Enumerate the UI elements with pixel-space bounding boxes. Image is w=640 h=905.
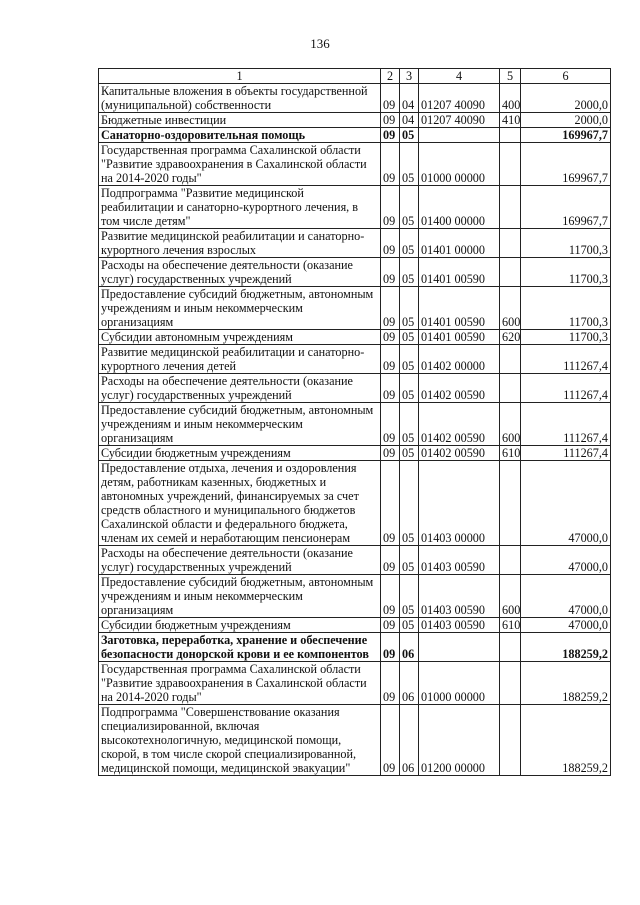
- table-row: [99, 186, 611, 229]
- row-name-cell: Субсидии бюджетным учреждениям: [99, 618, 381, 633]
- row-section-cell: 09: [381, 546, 400, 575]
- row-name-cell: Предоставление субсидий бюджетным, автономным учреждениям и иным некоммерческим организациям: [99, 287, 381, 330]
- table-row: [99, 461, 611, 546]
- row-subsection-cell: 05: [400, 128, 419, 143]
- row-name-cell: Государственная программа Сахалинской области "Развитие здравоохранения в Сахалинской области на 2014-2020 годы": [99, 143, 381, 186]
- row-name-cell: Расходы на обеспечение деятельности (оказание услуг) государственных учреждений: [99, 374, 381, 403]
- row-section-cell: 09: [381, 461, 400, 546]
- row-section-cell: 09: [381, 229, 400, 258]
- table-row: [99, 633, 611, 662]
- table-row: [99, 546, 611, 575]
- row-section-cell: 09: [381, 128, 400, 143]
- row-subsection-cell: 06: [400, 633, 419, 662]
- row-section-cell: 09: [381, 705, 400, 776]
- row-target-article-cell: 01403 00590: [419, 575, 500, 618]
- row-expense-type-cell: [500, 374, 521, 403]
- row-amount-cell: 47000,0: [521, 575, 611, 618]
- row-subsection-cell: 05: [400, 618, 419, 633]
- table-row: [99, 403, 611, 446]
- row-section-cell: 09: [381, 446, 400, 461]
- column-header: 1: [99, 69, 381, 84]
- row-subsection-cell: 05: [400, 461, 419, 546]
- row-subsection-cell: 04: [400, 113, 419, 128]
- row-target-article-cell: 01401 00590: [419, 330, 500, 345]
- row-section-cell: 09: [381, 186, 400, 229]
- row-subsection-cell: 05: [400, 143, 419, 186]
- row-target-article-cell: 01207 40090: [419, 113, 500, 128]
- table-row: [99, 84, 611, 113]
- row-expense-type-cell: 400: [500, 84, 521, 113]
- row-expense-type-cell: [500, 705, 521, 776]
- row-target-article-cell: 01403 00000: [419, 461, 500, 546]
- row-name-cell: Развитие медицинской реабилитации и санаторно-курортного лечения детей: [99, 345, 381, 374]
- table-row: [99, 705, 611, 776]
- row-expense-type-cell: [500, 633, 521, 662]
- row-section-cell: 09: [381, 84, 400, 113]
- row-name-cell: Расходы на обеспечение деятельности (оказание услуг) государственных учреждений: [99, 258, 381, 287]
- row-section-cell: 09: [381, 403, 400, 446]
- row-section-cell: 09: [381, 330, 400, 345]
- column-header: 2: [381, 69, 400, 84]
- row-name-cell: Государственная программа Сахалинской области "Развитие здравоохранения в Сахалинской области на 2014-2020 годы": [99, 662, 381, 705]
- row-amount-cell: 169967,7: [521, 128, 611, 143]
- row-target-article-cell: [419, 633, 500, 662]
- row-amount-cell: 11700,3: [521, 330, 611, 345]
- row-amount-cell: 111267,4: [521, 374, 611, 403]
- row-target-article-cell: 01401 00590: [419, 258, 500, 287]
- row-section-cell: 09: [381, 633, 400, 662]
- table-row: [99, 446, 611, 461]
- row-section-cell: 09: [381, 143, 400, 186]
- row-expense-type-cell: [500, 128, 521, 143]
- column-header: 6: [521, 69, 611, 84]
- row-subsection-cell: 05: [400, 186, 419, 229]
- row-amount-cell: 188259,2: [521, 705, 611, 776]
- row-target-article-cell: 01403 00590: [419, 546, 500, 575]
- row-name-cell: Предоставление субсидий бюджетным, автономным учреждениям и иным некоммерческим организациям: [99, 403, 381, 446]
- row-section-cell: 09: [381, 662, 400, 705]
- row-section-cell: 09: [381, 618, 400, 633]
- row-amount-cell: 11700,3: [521, 229, 611, 258]
- row-subsection-cell: 05: [400, 546, 419, 575]
- row-name-cell: Субсидии бюджетным учреждениям: [99, 446, 381, 461]
- page-number: 136: [310, 36, 330, 51]
- row-section-cell: 09: [381, 113, 400, 128]
- row-name-cell: Санаторно-оздоровительная помощь: [99, 128, 381, 143]
- table-row: [99, 345, 611, 374]
- row-section-cell: 09: [381, 374, 400, 403]
- row-target-article-cell: [419, 128, 500, 143]
- row-name-cell: Расходы на обеспечение деятельности (оказание услуг) государственных учреждений: [99, 546, 381, 575]
- row-expense-type-cell: 600: [500, 287, 521, 330]
- row-target-article-cell: 01402 00000: [419, 345, 500, 374]
- row-name-cell: Предоставление отдыха, лечения и оздоровления детям, работникам казенных, бюджетных и автономных учреждений, финансируемых за счет средств областного и муниципального бюджетов Сахалинской области и федерального бюджета, членам их семей и неработающим пенсионерам: [99, 461, 381, 546]
- row-expense-type-cell: [500, 258, 521, 287]
- row-target-article-cell: 01402 00590: [419, 403, 500, 446]
- row-amount-cell: 11700,3: [521, 287, 611, 330]
- row-expense-type-cell: 600: [500, 575, 521, 618]
- row-subsection-cell: 05: [400, 229, 419, 258]
- row-subsection-cell: 05: [400, 330, 419, 345]
- row-subsection-cell: 05: [400, 575, 419, 618]
- row-expense-type-cell: [500, 546, 521, 575]
- row-section-cell: 09: [381, 575, 400, 618]
- row-expense-type-cell: [500, 186, 521, 229]
- row-section-cell: 09: [381, 345, 400, 374]
- row-subsection-cell: 05: [400, 403, 419, 446]
- row-section-cell: 09: [381, 287, 400, 330]
- row-name-cell: Развитие медицинской реабилитации и санаторно-курортного лечения взрослых: [99, 229, 381, 258]
- row-subsection-cell: 05: [400, 345, 419, 374]
- row-target-article-cell: 01000 00000: [419, 143, 500, 186]
- row-target-article-cell: 01401 00590: [419, 287, 500, 330]
- row-amount-cell: 111267,4: [521, 446, 611, 461]
- row-name-cell: Подпрограмма "Развитие медицинской реабилитации и санаторно-курортного лечения, в том числе детям": [99, 186, 381, 229]
- table-row: [99, 229, 611, 258]
- table-row: [99, 575, 611, 618]
- budget-table: [98, 68, 611, 776]
- row-amount-cell: 47000,0: [521, 546, 611, 575]
- row-target-article-cell: 01403 00590: [419, 618, 500, 633]
- row-expense-type-cell: 410: [500, 113, 521, 128]
- row-expense-type-cell: [500, 662, 521, 705]
- row-amount-cell: 47000,0: [521, 461, 611, 546]
- table-header-row: [99, 69, 611, 84]
- row-amount-cell: 2000,0: [521, 84, 611, 113]
- table-body: [99, 84, 611, 776]
- row-amount-cell: 169967,7: [521, 143, 611, 186]
- row-expense-type-cell: [500, 229, 521, 258]
- row-amount-cell: 2000,0: [521, 113, 611, 128]
- row-subsection-cell: 05: [400, 374, 419, 403]
- row-target-article-cell: 01401 00000: [419, 229, 500, 258]
- column-header: 5: [500, 69, 521, 84]
- row-amount-cell: 47000,0: [521, 618, 611, 633]
- row-amount-cell: 111267,4: [521, 403, 611, 446]
- row-target-article-cell: 01207 40090: [419, 84, 500, 113]
- row-subsection-cell: 06: [400, 662, 419, 705]
- row-target-article-cell: 01400 00000: [419, 186, 500, 229]
- row-amount-cell: 188259,2: [521, 633, 611, 662]
- row-section-cell: 09: [381, 258, 400, 287]
- row-subsection-cell: 05: [400, 446, 419, 461]
- row-amount-cell: 111267,4: [521, 345, 611, 374]
- row-name-cell: Субсидии автономным учреждениям: [99, 330, 381, 345]
- row-expense-type-cell: 610: [500, 446, 521, 461]
- row-target-article-cell: 01200 00000: [419, 705, 500, 776]
- row-amount-cell: 11700,3: [521, 258, 611, 287]
- row-expense-type-cell: [500, 143, 521, 186]
- row-subsection-cell: 05: [400, 287, 419, 330]
- row-name-cell: Заготовка, переработка, хранение и обеспечение безопасности донорской крови и ее компонентов: [99, 633, 381, 662]
- row-expense-type-cell: [500, 345, 521, 374]
- row-amount-cell: 188259,2: [521, 662, 611, 705]
- row-expense-type-cell: 610: [500, 618, 521, 633]
- table-row: [99, 128, 611, 143]
- row-name-cell: Бюджетные инвестиции: [99, 113, 381, 128]
- table-row: [99, 113, 611, 128]
- table-row: [99, 662, 611, 705]
- table-row: [99, 618, 611, 633]
- table-row: [99, 374, 611, 403]
- row-target-article-cell: 01402 00590: [419, 374, 500, 403]
- row-subsection-cell: 05: [400, 258, 419, 287]
- row-name-cell: Капитальные вложения в объекты государственной (муниципальной) собственности: [99, 84, 381, 113]
- row-subsection-cell: 04: [400, 84, 419, 113]
- row-name-cell: Подпрограмма "Совершенствование оказания специализированной, включая высокотехнологичную, медицинской помощи, скорой, в том числе скорой специализированной, медицинской помощи, медицинской эвакуации": [99, 705, 381, 776]
- row-subsection-cell: 06: [400, 705, 419, 776]
- column-header: 4: [419, 69, 500, 84]
- table-row: [99, 287, 611, 330]
- table-row: [99, 258, 611, 287]
- table-row: [99, 143, 611, 186]
- table-row: [99, 330, 611, 345]
- row-expense-type-cell: 600: [500, 403, 521, 446]
- row-amount-cell: 169967,7: [521, 186, 611, 229]
- row-expense-type-cell: [500, 461, 521, 546]
- row-target-article-cell: 01000 00000: [419, 662, 500, 705]
- row-expense-type-cell: 620: [500, 330, 521, 345]
- column-header: 3: [400, 69, 419, 84]
- row-target-article-cell: 01402 00590: [419, 446, 500, 461]
- row-name-cell: Предоставление субсидий бюджетным, автономным учреждениям и иным некоммерческим организациям: [99, 575, 381, 618]
